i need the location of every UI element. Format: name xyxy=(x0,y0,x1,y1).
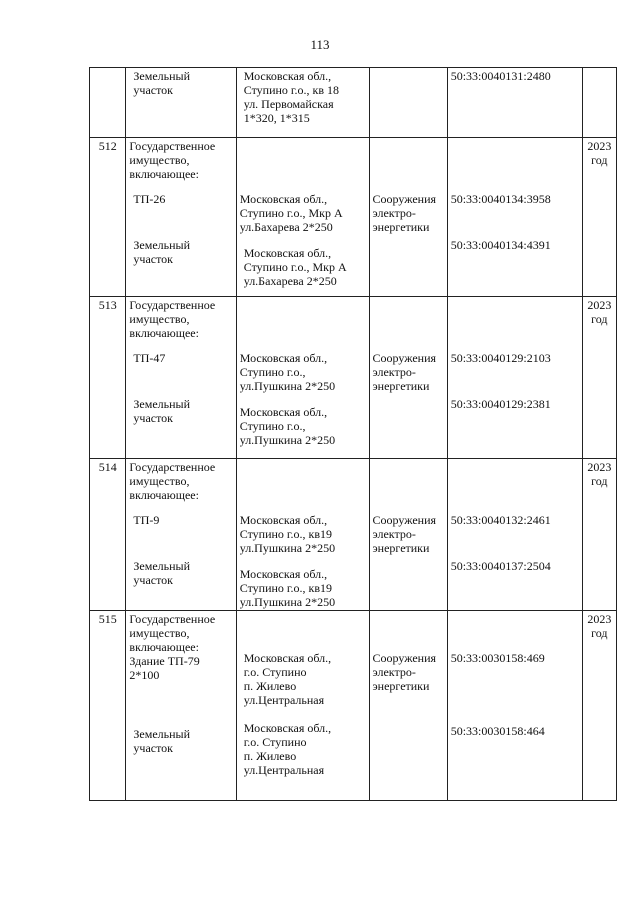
group-header-line: включающее: xyxy=(129,326,199,340)
type-line: энергетики xyxy=(372,220,430,234)
group-header-line: имущество, xyxy=(129,626,190,640)
row-number: 513 xyxy=(98,298,117,312)
type-line: электро- xyxy=(372,527,416,541)
row-number: 515 xyxy=(98,612,117,626)
type-line: электро- xyxy=(372,665,416,679)
year-unit: год xyxy=(591,312,608,326)
address-line: Ступино г.о., кв19 xyxy=(239,527,332,541)
row-number-cell xyxy=(90,297,126,459)
cadastral-number: 50:33:0040134:4391 xyxy=(450,238,551,252)
type-line: Сооружения xyxy=(372,351,437,365)
row-number-cell xyxy=(90,138,126,297)
address-cell xyxy=(236,68,369,138)
type-line: электро- xyxy=(372,365,416,379)
item-name-cell xyxy=(126,138,236,297)
cadastral-cell xyxy=(447,68,582,138)
item-name-line: ТП-26 xyxy=(133,192,166,206)
type-line: Сооружения xyxy=(372,513,437,527)
year-value: 2023 xyxy=(587,298,612,312)
item-name-line: участок xyxy=(133,83,174,97)
address-line: ул.Бахарева 2*250 xyxy=(243,274,337,288)
year-unit: год xyxy=(591,153,608,167)
address-line: 1*320, 1*315 xyxy=(243,111,310,125)
cadastral-cell xyxy=(447,138,582,297)
cadastral-cell xyxy=(447,459,582,611)
address-line: ул.Центральная xyxy=(243,693,325,707)
address-line: п. Жилево xyxy=(243,749,297,763)
year-cell xyxy=(582,459,616,611)
row-number-cell xyxy=(90,68,126,138)
item-name-cell xyxy=(126,68,236,138)
type-cell xyxy=(369,138,447,297)
group-header-line: Государственное xyxy=(129,298,216,312)
year-cell xyxy=(582,68,616,138)
table-row xyxy=(90,459,617,611)
address-line: Московская обл., xyxy=(239,351,328,365)
table-row xyxy=(90,611,617,801)
cadastral-cell xyxy=(447,611,582,801)
address-line: Московская обл., xyxy=(243,721,332,735)
type-line: электро- xyxy=(372,206,416,220)
item-name-line: Земельный xyxy=(133,397,191,411)
group-header-line: Государственное xyxy=(129,460,216,474)
item-name-cell xyxy=(126,611,236,801)
type-cell xyxy=(369,459,447,611)
address-cell xyxy=(236,611,369,801)
address-cell xyxy=(236,459,369,611)
group-header-line: имущество, xyxy=(129,474,190,488)
year-unit: год xyxy=(591,474,608,488)
cadastral-number: 50:33:0040129:2103 xyxy=(450,351,551,365)
cadastral-number: 50:33:0040131:2480 xyxy=(450,69,551,83)
page-number: 113 xyxy=(310,37,330,52)
type-cell xyxy=(369,68,447,138)
address-line: ул. Первомайская xyxy=(243,97,334,111)
address-line: Московская обл., xyxy=(243,651,332,665)
address-line: ул.Пушкина 2*250 xyxy=(239,595,336,609)
group-header-line: имущество, xyxy=(129,312,190,326)
item-name-cell xyxy=(126,297,236,459)
address-line: п. Жилево xyxy=(243,679,297,693)
cadastral-cell xyxy=(447,297,582,459)
address-line: Московская обл., xyxy=(243,69,332,83)
address-line: Московская обл., xyxy=(239,405,328,419)
address-cell xyxy=(236,297,369,459)
type-line: энергетики xyxy=(372,679,430,693)
year-unit: год xyxy=(591,626,608,640)
address-line: Ступино г.о., xyxy=(239,365,306,379)
cadastral-number: 50:33:0040134:3958 xyxy=(450,192,551,206)
item-name-line: Здание ТП-79 xyxy=(129,654,200,668)
item-name-line: Земельный xyxy=(133,727,191,741)
address-line: Ступино г.о., Мкр А xyxy=(243,260,347,274)
item-name-line: участок xyxy=(133,741,174,755)
group-header-line: Государственное xyxy=(129,139,216,153)
year-cell xyxy=(582,297,616,459)
address-line: г.о. Ступино xyxy=(243,735,307,749)
address-line: Ступино г.о., xyxy=(239,419,306,433)
address-line: Ступино г.о., кв19 xyxy=(239,581,332,595)
cadastral-number: 50:33:0030158:464 xyxy=(450,724,545,738)
row-number-cell xyxy=(90,611,126,801)
item-name-line: Земельный xyxy=(133,69,191,83)
address-line: г.о. Ступино xyxy=(243,665,307,679)
group-header-line: включающее: xyxy=(129,488,199,502)
type-line: Сооружения xyxy=(372,651,437,665)
item-name-line: Земельный xyxy=(133,559,191,573)
address-line: ул.Бахарева 2*250 xyxy=(239,220,333,234)
item-name-line: ТП-47 xyxy=(133,351,166,365)
item-name-line: участок xyxy=(133,252,174,266)
item-name-cell xyxy=(126,459,236,611)
cadastral-number: 50:33:0040132:2461 xyxy=(450,513,551,527)
group-header-line: включающее: xyxy=(129,167,199,181)
cadastral-number: 50:33:0040137:2504 xyxy=(450,559,551,573)
address-line: Ступино г.о., кв 18 xyxy=(243,83,339,97)
address-line: Московская обл., xyxy=(239,513,328,527)
row-number: 512 xyxy=(98,139,117,153)
row-number-cell xyxy=(90,459,126,611)
address-line: Московская обл., xyxy=(239,567,328,581)
address-cell xyxy=(236,138,369,297)
item-name-line: Земельный xyxy=(133,238,191,252)
item-name-line: ТП-9 xyxy=(133,513,160,527)
address-line: ул.Пушкина 2*250 xyxy=(239,379,336,393)
item-name-line: участок xyxy=(133,573,174,587)
type-line: энергетики xyxy=(372,541,430,555)
item-name-line: 2*100 xyxy=(129,668,160,682)
group-header-line: Государственное xyxy=(129,612,216,626)
address-line: ул.Пушкина 2*250 xyxy=(239,541,336,555)
type-cell xyxy=(369,297,447,459)
type-line: Сооружения xyxy=(372,192,437,206)
table-row xyxy=(90,297,617,459)
row-number: 514 xyxy=(98,460,117,474)
group-header-line: включающее: xyxy=(129,640,199,654)
address-line: Ступино г.о., Мкр А xyxy=(239,206,343,220)
property-register-table xyxy=(89,67,617,801)
item-name-line: участок xyxy=(133,411,174,425)
table-row xyxy=(90,138,617,297)
address-line: ул.Пушкина 2*250 xyxy=(239,433,336,447)
address-line: Московская обл., xyxy=(243,246,332,260)
year-value: 2023 xyxy=(587,460,612,474)
address-line: ул.Центральная xyxy=(243,763,325,777)
cadastral-number: 50:33:0030158:469 xyxy=(450,651,545,665)
address-line: Московская обл., xyxy=(239,192,328,206)
group-header-line: имущество, xyxy=(129,153,190,167)
year-cell xyxy=(582,611,616,801)
type-cell xyxy=(369,611,447,801)
type-line: энергетики xyxy=(372,379,430,393)
cadastral-number: 50:33:0040129:2381 xyxy=(450,397,551,411)
year-cell xyxy=(582,138,616,297)
year-value: 2023 xyxy=(587,612,612,626)
table-row xyxy=(90,68,617,138)
year-value: 2023 xyxy=(587,139,612,153)
